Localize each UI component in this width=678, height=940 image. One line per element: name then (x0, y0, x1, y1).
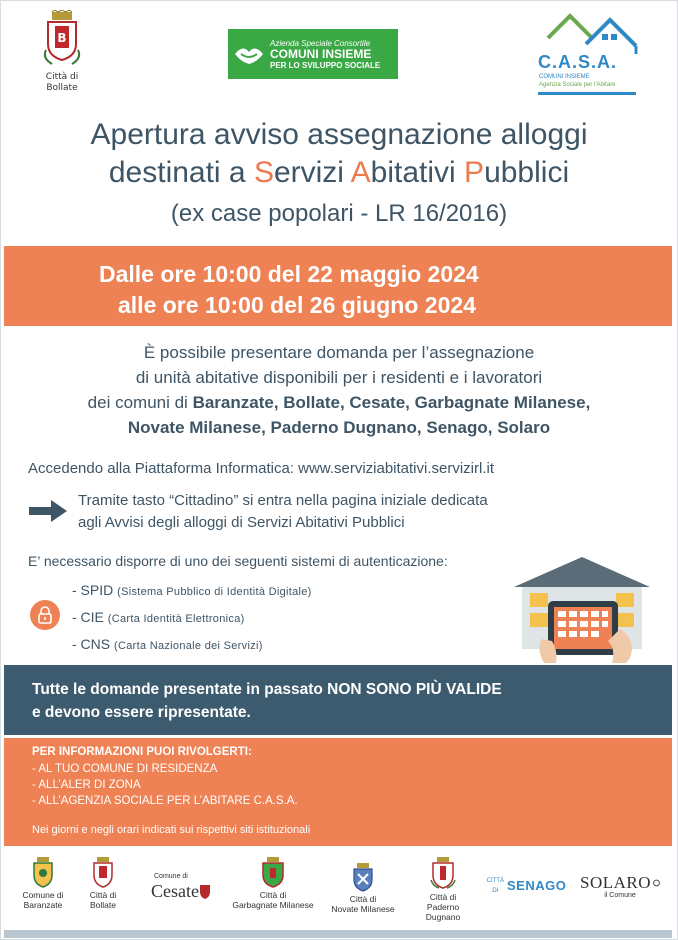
page-title (0, 116, 678, 192)
title-p-letter: P (464, 156, 485, 189)
novate-logo (328, 862, 398, 914)
footer-logo-line2: Garbagnate Milanese (232, 900, 314, 910)
handshake-icon (228, 29, 270, 79)
casa-sub2: Agenzia Sociale per l'Abitare (539, 82, 616, 88)
bollate-crest-icon (91, 856, 115, 888)
title-line2-pre: destinati a (108, 156, 254, 189)
authentication-intro: E’ necessario disporre di uno dei seguenti sistemi di autenticazione: (28, 553, 448, 569)
page-subtitle: (ex case popolari - LR 16/2016) (170, 200, 508, 227)
footer-logo-line1: SOLARO (580, 873, 652, 892)
bollate-coat-of-arms-icon (42, 10, 82, 68)
footer-logo-line2: il Comune (604, 892, 636, 899)
info-item: - ALL’ALER DI ZONA (32, 779, 141, 791)
footer-logo-line1: Città di (429, 892, 457, 902)
title-a-rest: bitativi (370, 156, 465, 189)
tramite-line1: Tramite tasto “Cittadino” si entra nella pagina iniziale dedicata (78, 492, 488, 509)
auth-code: - CIE (72, 609, 108, 625)
info-footnote: Nei giorni e negli orari indicati sui rispettivi siti istituzionali (32, 824, 311, 836)
baranzate-crest-icon (31, 856, 55, 888)
garbagnate-logo (228, 856, 318, 910)
footer-logo-line2: Bollate (90, 900, 116, 910)
auth-code: - CNS (72, 636, 114, 652)
casa-logo (536, 8, 644, 94)
intro-line3-pre: dei comuni di (87, 393, 193, 412)
novate-crest-icon (351, 862, 375, 892)
info-item: - ALL’AGENZIA SOCIALE PER L’ABITARE C.A.S.A. (32, 795, 298, 807)
casa-sub1: COMUNI INSIEME (539, 74, 590, 80)
bollate-footer-logo (82, 856, 124, 910)
footer-logo-line2: Baranzate (23, 900, 63, 910)
paderno-logo (410, 856, 476, 922)
auth-code: - SPID (72, 582, 118, 598)
footer-logo-line1: Comune di (154, 873, 188, 880)
solaro-logo (580, 874, 660, 901)
cesate-logo (140, 872, 222, 900)
auth-desc: (Carta Identità Elettronica) (107, 613, 245, 625)
bollate-caption: Città di Bollate (45, 72, 79, 93)
intro-line3-towns: Baranzate, Bollate, Cesate, Garbagnate Milanese, (192, 393, 591, 412)
warning-band (4, 665, 672, 735)
bottom-bar (4, 930, 672, 938)
title-a-letter: A (350, 156, 371, 189)
title-line2 (0, 154, 678, 192)
footer-logo-line1: CITTÀ DI (486, 878, 504, 894)
senago-logo (486, 876, 567, 896)
title-s-rest: ervizi (273, 156, 351, 189)
comuni-line2: COMUNI INSIEME (270, 46, 372, 61)
tramite-line2: agli Avvisi degli alloggi di Servizi Abitativi Pubblici (78, 514, 405, 531)
warning-line2: e devono essere ripresentate. (32, 704, 251, 721)
baranzate-logo (20, 856, 66, 910)
info-heading: PER INFORMAZIONI PUOI RIVOLGERTI: (32, 746, 252, 758)
auth-item-cie (72, 609, 245, 625)
title-line1: Apertura avviso assegnazione alloggi (90, 118, 588, 151)
auth-item-cns (72, 636, 263, 652)
auth-desc: (Carta Nazionale dei Servizi) (114, 640, 263, 652)
intro-paragraph (0, 340, 678, 440)
paderno-crest-icon (429, 856, 457, 890)
intro-line2: di unità abitative disponibili per i residenti e i lavoratori (135, 368, 543, 387)
intro-line1: È possibile presentare domanda per l’assegnazione (143, 343, 535, 362)
footer-logo-line2: Cesate (151, 881, 199, 901)
info-box (4, 738, 672, 846)
dates-banner (4, 246, 672, 326)
footer-logo-line1: Città di (349, 894, 377, 904)
lock-icon (30, 600, 60, 630)
svg-text:B: B (57, 31, 67, 45)
bollate-logo (32, 10, 92, 94)
auth-desc: (Sistema Pubblico di Identità Digitale) (117, 586, 312, 598)
tramite-text (78, 490, 488, 534)
casa-houses-icon (536, 8, 644, 54)
footer-logo-line2: Novate Milanese (331, 904, 395, 914)
warning-line1: Tutte le domande presentate in passato NON SONO PIÙ VALIDE (32, 681, 502, 698)
arrow-right-icon (29, 500, 67, 526)
footer-logo-line1: Città di (89, 890, 117, 900)
garbagnate-crest-icon (260, 856, 286, 888)
footer-logo-line1: Comune di (22, 890, 64, 900)
intro-line3 (0, 390, 678, 415)
footer-logo-line2: SENAGO (507, 878, 567, 893)
house-tablet-illustration (512, 553, 652, 669)
auth-item-spid (72, 582, 312, 598)
title-p-rest: ubblici (484, 156, 570, 189)
comuni-line1: Azienda Speciale Consortile (270, 38, 371, 48)
footer-logo-line1: Città di (259, 890, 287, 900)
intro-line4-towns: Novate Milanese, Paderno Dugnano, Senago, Solaro (127, 418, 551, 437)
comuni-insieme-logo (228, 29, 398, 79)
intro-line4 (0, 415, 678, 440)
casa-name: C.A.S.A. (538, 52, 618, 72)
footer-logo-line2: Paderno Dugnano (425, 902, 461, 922)
solaro-crest-icon (653, 876, 660, 890)
title-s-letter: S (253, 156, 274, 189)
comuni-line3: PER LO SVILUPPO SOCIALE (270, 60, 381, 70)
dates-line2: alle ore 10:00 del 26 giugno 2024 (118, 292, 476, 318)
cesate-crest-icon (199, 883, 211, 899)
dates-line1: Dalle ore 10:00 del 22 maggio 2024 (99, 261, 479, 287)
info-item: - AL TUO COMUNE DI RESIDENZA (32, 763, 218, 775)
platform-text: Accedendo alla Piattaforma Informatica: www.serviziabitativi.servizirl.it (28, 460, 495, 477)
